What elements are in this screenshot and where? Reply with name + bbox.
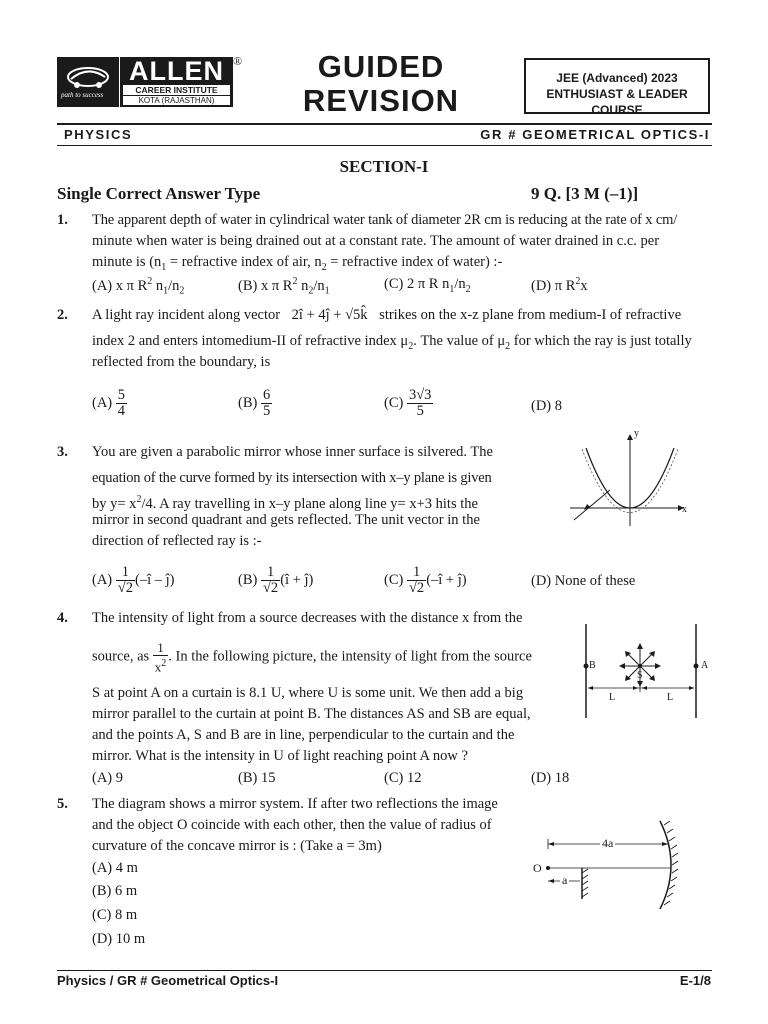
frac-num: 1 (116, 565, 135, 581)
q3-option-a[interactable] (92, 565, 174, 596)
q1-option-c[interactable] (384, 276, 471, 295)
opt-text: n (297, 277, 309, 294)
q2-text: for which the ray is just totally (510, 333, 692, 349)
x-axis-label: x (682, 504, 687, 515)
footer-title: Physics / GR # Geometrical Optics-I (57, 973, 279, 988)
q3-option-b[interactable] (238, 565, 313, 596)
opt-sub: 2 (308, 285, 314, 297)
q1-line (92, 252, 714, 278)
q5-line: and the object O coincide with each other, then the value of radius of (92, 817, 492, 833)
y-axis-label: y (634, 428, 639, 439)
opt-sub: 1 (449, 283, 455, 295)
q4-line: and the points A, S and B are in line, perpendicular to the curtain and the (92, 727, 515, 743)
unit-vector: (î + ĵ) (280, 571, 314, 588)
mirror-system-diagram (530, 815, 700, 915)
frac-den: 4 (117, 403, 126, 419)
opt-sub: 1 (324, 285, 330, 297)
frac-num: 6 (262, 387, 271, 403)
registered-mark: ® (233, 54, 243, 68)
frac-num: 3√3 (408, 387, 432, 403)
distance-l-label: L (667, 692, 674, 703)
opt-label: (A) (92, 571, 113, 588)
q2-option-a[interactable] (92, 388, 127, 419)
frac-num: 5 (117, 387, 126, 403)
point-a-label: A (701, 660, 709, 671)
q1-sub: 1 (161, 261, 167, 273)
frac-den: 5 (262, 403, 271, 419)
opt-text: /n (454, 276, 466, 292)
opt-text: (B) x π R (238, 277, 293, 294)
q1-option-b[interactable] (238, 276, 330, 297)
opt-sup: 2 (147, 276, 153, 287)
q1-sub: 2 (321, 261, 327, 273)
course-line1: JEE (Advanced) 2023 (556, 71, 678, 85)
parabola-diagram (560, 430, 700, 530)
q2-option-c[interactable] (384, 388, 433, 419)
q2-line3: reflected from the boundary, is (92, 354, 271, 370)
q4-option-a[interactable]: (A) 9 (92, 770, 124, 786)
object-o-label: O (533, 861, 542, 875)
opt-sup: 2 (575, 276, 581, 287)
section-title: SECTION-I (339, 157, 429, 176)
unit-vector: (–î – ĵ) (134, 571, 175, 588)
logo-brand: ALLEN (129, 56, 224, 86)
frac-num: 1 (153, 640, 169, 656)
question-number: 1. (57, 212, 68, 228)
q4-body (92, 683, 562, 767)
q3-line1: You are given a parabolic mirror whose inner surface is silvered. The (92, 444, 493, 460)
source-s-label: S (637, 670, 643, 681)
fraction (116, 565, 135, 596)
q4-option-b[interactable]: (B) 15 (238, 770, 276, 786)
q2-text: A light ray incident along vector (92, 307, 281, 323)
logo-location: KOTA (RAJASTHAN) (138, 96, 215, 105)
frac-den: √2 (408, 580, 425, 596)
q5-line: curvature of the concave mirror is : (Take a = 3m) (92, 838, 382, 854)
logo-institute: CAREER INSTITUTE (135, 85, 218, 95)
distance-a-label: a (562, 873, 568, 887)
frac-den (153, 656, 169, 674)
q2-text: strikes on the x-z plane from medium-I of refractive (379, 307, 682, 323)
q3-line4: mirror in second quadrant and gets reflected. The unit vector in the (92, 512, 480, 528)
q3-option-c[interactable] (384, 565, 467, 596)
frac-den: √2 (262, 580, 279, 596)
q1-option-a[interactable] (92, 276, 184, 297)
q3-sup: 2 (136, 494, 142, 505)
q4-option-c[interactable]: (C) 12 (384, 770, 422, 786)
opt-text: /n (168, 277, 180, 294)
opt-label: (C) (384, 571, 404, 588)
fraction (153, 640, 169, 674)
question-number: 2. (57, 307, 68, 323)
q2-option-b[interactable] (238, 388, 272, 419)
topic-label: GR # GEOMETRICAL OPTICS-I (480, 127, 710, 142)
logo-tagline: path to success (61, 91, 104, 99)
opt-text: n (152, 277, 164, 294)
q5-option-d[interactable]: (D) 10 m (92, 931, 146, 947)
q1-text: = refractive index of water) :- (326, 254, 503, 270)
q3-text: by y= x (92, 495, 137, 512)
q4-option-d[interactable]: (D) 18 (531, 770, 570, 786)
opt-sup: 2 (292, 276, 298, 287)
q1-option-d[interactable] (531, 276, 588, 295)
q2-sub: 2 (408, 340, 414, 352)
opt-label: (C) (384, 394, 404, 411)
q4-line: S at point A on a curtain is 8.1 U, where U is some unit. We then add a big (92, 685, 524, 701)
q5-option-a[interactable]: (A) 4 m (92, 860, 138, 876)
q3-option-d[interactable]: (D) None of these (531, 573, 636, 589)
mirror-system-figure (530, 815, 700, 920)
subject-label: PHYSICS (64, 127, 133, 142)
q1-line: minute when water is being drained out at a constant rate. The amount of water drained in c.c. per (92, 233, 660, 249)
q3-line5: direction of reflected ray is :- (92, 533, 262, 549)
q4-line2 (92, 640, 532, 674)
question-number: 5. (57, 796, 68, 812)
page-number: E-1/8 (679, 973, 711, 988)
q3-text: /4. A ray travelling in x–y plane along line y= x+3 hits the (141, 495, 478, 512)
q2-text: index 2 and enters intomedium-II of refractive index μ (92, 333, 409, 349)
opt-label: (A) (92, 394, 113, 411)
header-rule-bottom (57, 145, 712, 146)
distance-l-label: L (609, 692, 616, 703)
opt-text: /n (313, 277, 325, 294)
opt-text: (D) π R (531, 277, 576, 294)
q5-option-c[interactable]: (C) 8 m (92, 907, 138, 923)
q2-text: . The value of μ (413, 333, 506, 349)
marks-scheme: 9 Q. [3 M (–1)] (531, 184, 639, 203)
distance-4a-label: 4a (602, 836, 614, 850)
opt-text: x (580, 277, 588, 294)
question-number: 3. (57, 444, 68, 460)
q4-text: . In the following picture, the intensity of light from the source (168, 648, 532, 665)
footer-rule (57, 970, 712, 971)
q4-line1: The intensity of light from a source decreases with the distance x from the (92, 610, 523, 626)
frac-den: √2 (117, 580, 133, 596)
q5-line: The diagram shows a mirror system. If after two reflections the image (92, 796, 498, 812)
q1-line: The apparent depth of water in cylindrical water tank of diameter 2R cm is reducing at the rate of x cm/ (92, 212, 678, 228)
q2-sub: 2 (505, 340, 511, 352)
question-number: 4. (57, 610, 68, 626)
allen-logo (57, 57, 233, 107)
opt-sub: 2 (465, 283, 471, 295)
opt-label: (B) (238, 394, 258, 411)
doc-title-line2: REVISION (302, 83, 460, 118)
q5-body (92, 794, 498, 857)
fraction (261, 565, 280, 596)
q4-line: mirror. What is the intensity in U of light reaching point A now ? (92, 748, 468, 764)
header-rule-top (57, 123, 712, 125)
parabolic-mirror-figure (560, 430, 700, 535)
q5-option-b[interactable]: (B) 6 m (92, 883, 138, 899)
q2-option-d[interactable]: (D) 8 (531, 398, 563, 414)
course-box (524, 58, 710, 117)
opt-text: (A) x π R (92, 277, 148, 294)
opt-text: (C) 2 π R n (384, 276, 450, 292)
unit-vector: (–î + ĵ) (426, 571, 467, 588)
frac-num: 1 (407, 565, 426, 581)
opt-sub: 1 (163, 285, 169, 297)
q2-line1 (92, 305, 714, 326)
frac-den: 5 (416, 403, 424, 419)
opt-sub: 2 (179, 285, 185, 297)
q1-text: = refractive index of air, n (166, 254, 322, 270)
question-1-text (92, 210, 714, 278)
fraction (407, 565, 426, 596)
doc-title-line1: GUIDED (317, 49, 445, 84)
q3-line2: equation of the curve formed by its intersection with x–y plane is given (92, 470, 492, 486)
frac-num: 1 (261, 565, 280, 581)
curtain-diagram (580, 622, 710, 720)
answer-type: Single Correct Answer Type (57, 184, 261, 203)
q4-text: source, as (92, 648, 150, 665)
fraction (261, 388, 272, 419)
q4-line: mirror parallel to the curtain at point B. The distances AS and SB are equal, (92, 706, 531, 722)
frac-den-text: x (154, 659, 162, 675)
q1-text: minute is (n (92, 254, 162, 270)
frac-den-sup: 2 (161, 658, 167, 669)
fraction (116, 388, 127, 419)
doc-title (296, 50, 466, 118)
fraction (407, 388, 433, 419)
opt-label: (B) (238, 571, 258, 588)
curtain-mirror-figure (580, 622, 710, 725)
course-line2: ENTHUSIAST & LEADER COURSE (546, 87, 688, 117)
q2-vector: 2î + 4ĵ + √5k̂ (291, 307, 368, 323)
point-b-label: B (589, 660, 596, 671)
